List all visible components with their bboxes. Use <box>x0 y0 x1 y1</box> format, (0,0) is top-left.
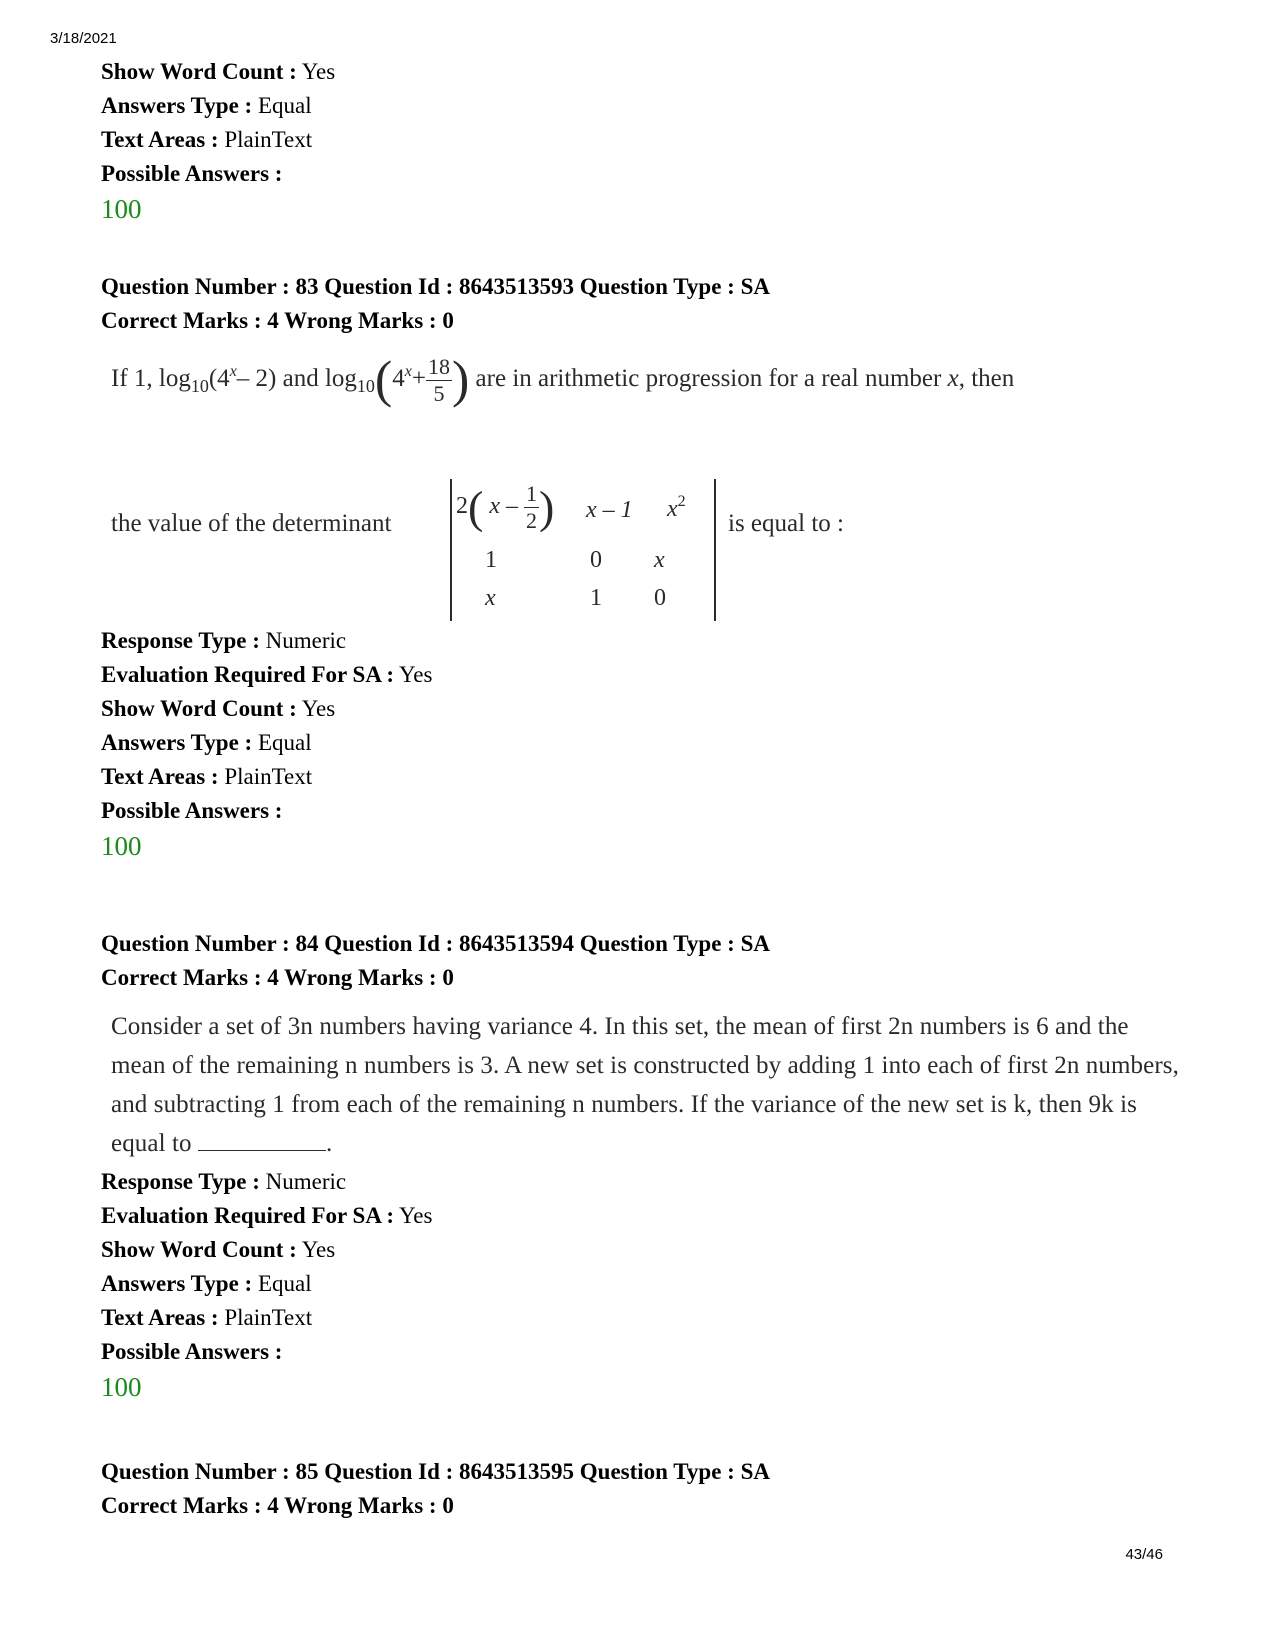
q83-text-if: If 1, log <box>111 365 191 392</box>
det-r3c2: 1 <box>590 585 602 611</box>
q83-header-block <box>101 270 770 338</box>
det-r1c3-base: x <box>667 496 678 522</box>
q83-log-base2: 10 <box>356 376 375 396</box>
show-word-count-row <box>101 55 335 89</box>
q83-word-count-row <box>101 692 432 726</box>
det-r1c3-exp: 2 <box>677 493 686 510</box>
determinant-matrix <box>450 479 716 621</box>
q83-text-after: are in arithmetic progression for a real number <box>475 365 942 392</box>
q83-word-count-value: Yes <box>301 696 336 721</box>
q83-answers-type-label: Answers Type : <box>101 730 253 755</box>
det-frac-num: 1 <box>525 481 537 506</box>
det-r1c1 <box>456 483 554 532</box>
q83-possible-answers-row <box>101 794 432 828</box>
q83-marks: Correct Marks : 4 Wrong Marks : 0 <box>101 308 454 333</box>
q84-eval-label: Evaluation Required For SA : <box>101 1203 395 1228</box>
det-r1c1-x: x <box>489 493 500 520</box>
det-left-paren: ( <box>468 481 484 533</box>
q83-answers-type-row <box>101 726 432 760</box>
q85-marks: Correct Marks : 4 Wrong Marks : 0 <box>101 1493 454 1518</box>
det-r2c2: 0 <box>590 547 602 573</box>
q83-arg1-exp: x <box>229 363 237 380</box>
q83-plus: + <box>411 365 426 392</box>
right-paren: ) <box>451 351 470 409</box>
q83-word-count-label: Show Word Count : <box>101 696 297 721</box>
q83-text-areas-value: PlainText <box>224 764 313 789</box>
det-frac-den: 2 <box>525 508 537 533</box>
q84-word-count-label: Show Word Count : <box>101 1237 297 1262</box>
q84-response-type-value: Numeric <box>265 1169 347 1194</box>
q83-response-type-label: Response Type : <box>101 628 260 653</box>
q83-eval-row <box>101 658 432 692</box>
page-date: 3/18/2021 <box>50 30 117 47</box>
q85-header: Question Number : 85 Question Id : 8643513595 Question Type : SA <box>101 1459 770 1484</box>
q84-text-areas-value: PlainText <box>224 1305 313 1330</box>
q83-log-base: 10 <box>190 376 209 396</box>
q84-marks: Correct Marks : 4 Wrong Marks : 0 <box>101 965 454 990</box>
q83-header: Question Number : 83 Question Id : 8643513593 Question Type : SA <box>101 274 770 299</box>
text-areas-row <box>101 123 335 157</box>
q83-question-line1 <box>111 345 1186 413</box>
q84-text-end: . <box>326 1130 333 1157</box>
q84-possible-answers-label: Possible Answers : <box>101 1339 283 1364</box>
left-paren: ( <box>374 351 393 409</box>
q83-text-areas-row <box>101 760 432 794</box>
q84-word-count-value: Yes <box>301 1237 336 1262</box>
q84-details <box>101 1165 432 1405</box>
show-word-count-value: Yes <box>301 59 336 84</box>
q83-inner-exp: x <box>404 363 412 380</box>
q84-word-count-row <box>101 1233 432 1267</box>
q83-fraction <box>426 353 452 406</box>
q84-response-type-label: Response Type : <box>101 1169 260 1194</box>
q83-det-suffix: is equal to : <box>728 510 844 537</box>
q83-arg1-rest: – 2) and log <box>236 365 357 392</box>
det-right-paren: ) <box>538 481 555 533</box>
q84-text: Consider a set of 3n numbers having variance 4. In this set, the mean of first 2n numbers is 6 and the mean of the remaining n numbers is 3. A new set is constructed by adding 1 into each of first 2n numbers, and subtracting 1 from each of the remaining n numbers. If the variance of the new set is k, then 9k is equal to <box>111 1013 1179 1157</box>
det-r3c3: 0 <box>654 585 666 611</box>
answers-type-value: Equal <box>257 93 312 118</box>
answers-type-row <box>101 89 335 123</box>
q83-eval-label: Evaluation Required For SA : <box>101 662 395 687</box>
possible-answer-value: 100 <box>101 194 142 224</box>
q83-frac-num: 18 <box>427 353 450 379</box>
det-r1c1-frac <box>524 483 539 532</box>
q83-frac-den: 5 <box>433 380 445 406</box>
q83-possible-answers-label: Possible Answers : <box>101 798 283 823</box>
q83-var-x: x <box>947 365 959 392</box>
q83-details <box>101 624 432 864</box>
det-r1c2: x – 1 <box>586 497 633 523</box>
q83-response-type-value: Numeric <box>265 628 347 653</box>
q84-eval-value: Yes <box>399 1203 433 1228</box>
det-r2c3: x <box>654 547 665 573</box>
det-r1c1-two: 2 <box>456 493 468 520</box>
det-r1c3 <box>667 493 686 523</box>
q83-arg1: (4 <box>208 365 230 392</box>
q84-question-text <box>111 1007 1183 1163</box>
text-areas-value: PlainText <box>224 127 313 152</box>
det-r3c1: x <box>485 585 496 611</box>
possible-answers-row <box>101 157 335 191</box>
det-r2c1: 1 <box>485 547 497 573</box>
q85-header-block <box>101 1455 770 1523</box>
show-word-count-label: Show Word Count : <box>101 59 297 84</box>
q84-answers-type-label: Answers Type : <box>101 1271 253 1296</box>
answers-type-label: Answers Type : <box>101 93 253 118</box>
q83-det-prefix: the value of the determinant <box>111 510 392 537</box>
q83-text-then: , then <box>958 365 1015 392</box>
q83-answers-type-value: Equal <box>257 730 312 755</box>
q84-answer: 100 <box>101 1372 142 1402</box>
q84-text-areas-row <box>101 1301 432 1335</box>
q83-answer: 100 <box>101 831 142 861</box>
possible-answers-label: Possible Answers : <box>101 161 283 186</box>
q84-text-areas-label: Text Areas : <box>101 1305 219 1330</box>
q84-answers-type-row <box>101 1267 432 1301</box>
det-r1c1-minus: – <box>505 493 518 520</box>
q84-header: Question Number : 84 Question Id : 8643513594 Question Type : SA <box>101 931 770 956</box>
page-number: 43/46 <box>1125 1546 1163 1563</box>
q84-possible-answers-row <box>101 1335 432 1369</box>
q83-eval-value: Yes <box>399 662 433 687</box>
q84-answers-type-value: Equal <box>257 1271 312 1296</box>
q83-inner-base: 4 <box>392 365 405 392</box>
previous-question-details <box>101 55 335 227</box>
text-areas-label: Text Areas : <box>101 127 219 152</box>
q83-text-areas-label: Text Areas : <box>101 764 219 789</box>
q84-eval-row <box>101 1199 432 1233</box>
q84-response-type-row <box>101 1165 432 1199</box>
q83-response-type-row <box>101 624 432 658</box>
answer-blank <box>198 1132 326 1151</box>
q84-header-block <box>101 927 770 995</box>
